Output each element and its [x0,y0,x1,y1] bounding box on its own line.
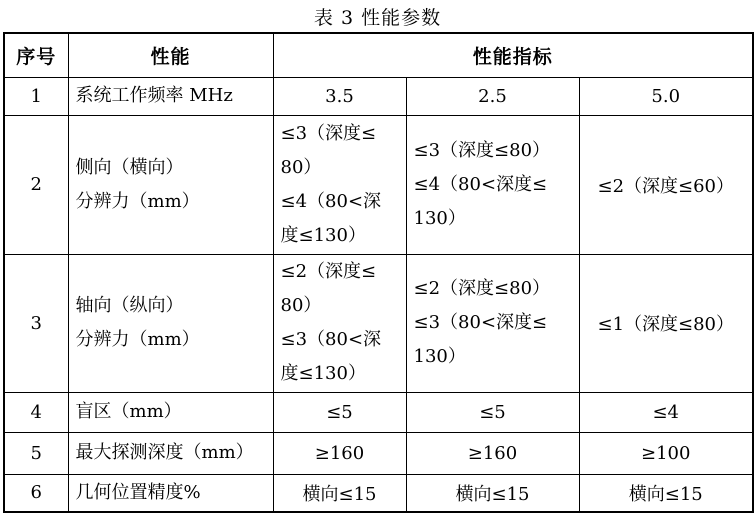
property-name-cell: 轴向（纵向） 分辨力（mm） [68,254,273,392]
table-body [4,77,753,512]
property-name-cell: 几何位置精度% [68,474,273,512]
value-cell: 横向≤15 [273,474,406,512]
property-name-cell: 最大探测深度（mm） [68,432,273,474]
value-cell: ≤3（深度≤80） ≤4（80<深度≤ 130） [406,115,579,254]
value-cell: 3.5 [273,77,406,115]
table-title: 表 3 性能参数 [313,7,442,29]
value-cell: ≤4 [579,392,753,432]
value-cell: ≥160 [406,432,579,474]
value-cell: ≤2（深度≤60） [579,115,753,254]
property-name-cell: 系统工作频率 MHz [68,77,273,115]
value-cell: 横向≤15 [406,474,579,512]
header-row [4,33,753,77]
value-cell: 5.0 [579,77,753,115]
header-serial-number: 序号 [4,33,68,77]
value-cell: ≤2（深度≤ 80） ≤3（80<深 度≤130） [273,254,406,392]
row-number-cell: 2 [4,115,68,254]
performance-table [3,32,754,513]
property-name-cell: 盲区（mm） [68,392,273,432]
row-number-cell: 6 [4,474,68,512]
value-cell: ≥100 [579,432,753,474]
table-row [4,392,753,432]
value-cell: 2.5 [406,77,579,115]
table-row [4,474,753,512]
table-row [4,254,753,392]
value-cell: ≤5 [273,392,406,432]
row-number-cell: 5 [4,432,68,474]
table-row [4,432,753,474]
header-performance-index: 性能指标 [273,33,753,77]
header-performance: 性能 [68,33,273,77]
row-number-cell: 1 [4,77,68,115]
row-number-cell: 3 [4,254,68,392]
value-cell: ≤1（深度≤80） [579,254,753,392]
property-name-cell: 侧向（横向） 分辨力（mm） [68,115,273,254]
value-cell: ≤3（深度≤ 80） ≤4（80<深 度≤130） [273,115,406,254]
table-row [4,77,753,115]
value-cell: 横向≤15 [579,474,753,512]
value-cell: ≤5 [406,392,579,432]
table-row [4,115,753,254]
row-number-cell: 4 [4,392,68,432]
value-cell: ≥160 [273,432,406,474]
value-cell: ≤2（深度≤80） ≤3（80<深度≤ 130） [406,254,579,392]
